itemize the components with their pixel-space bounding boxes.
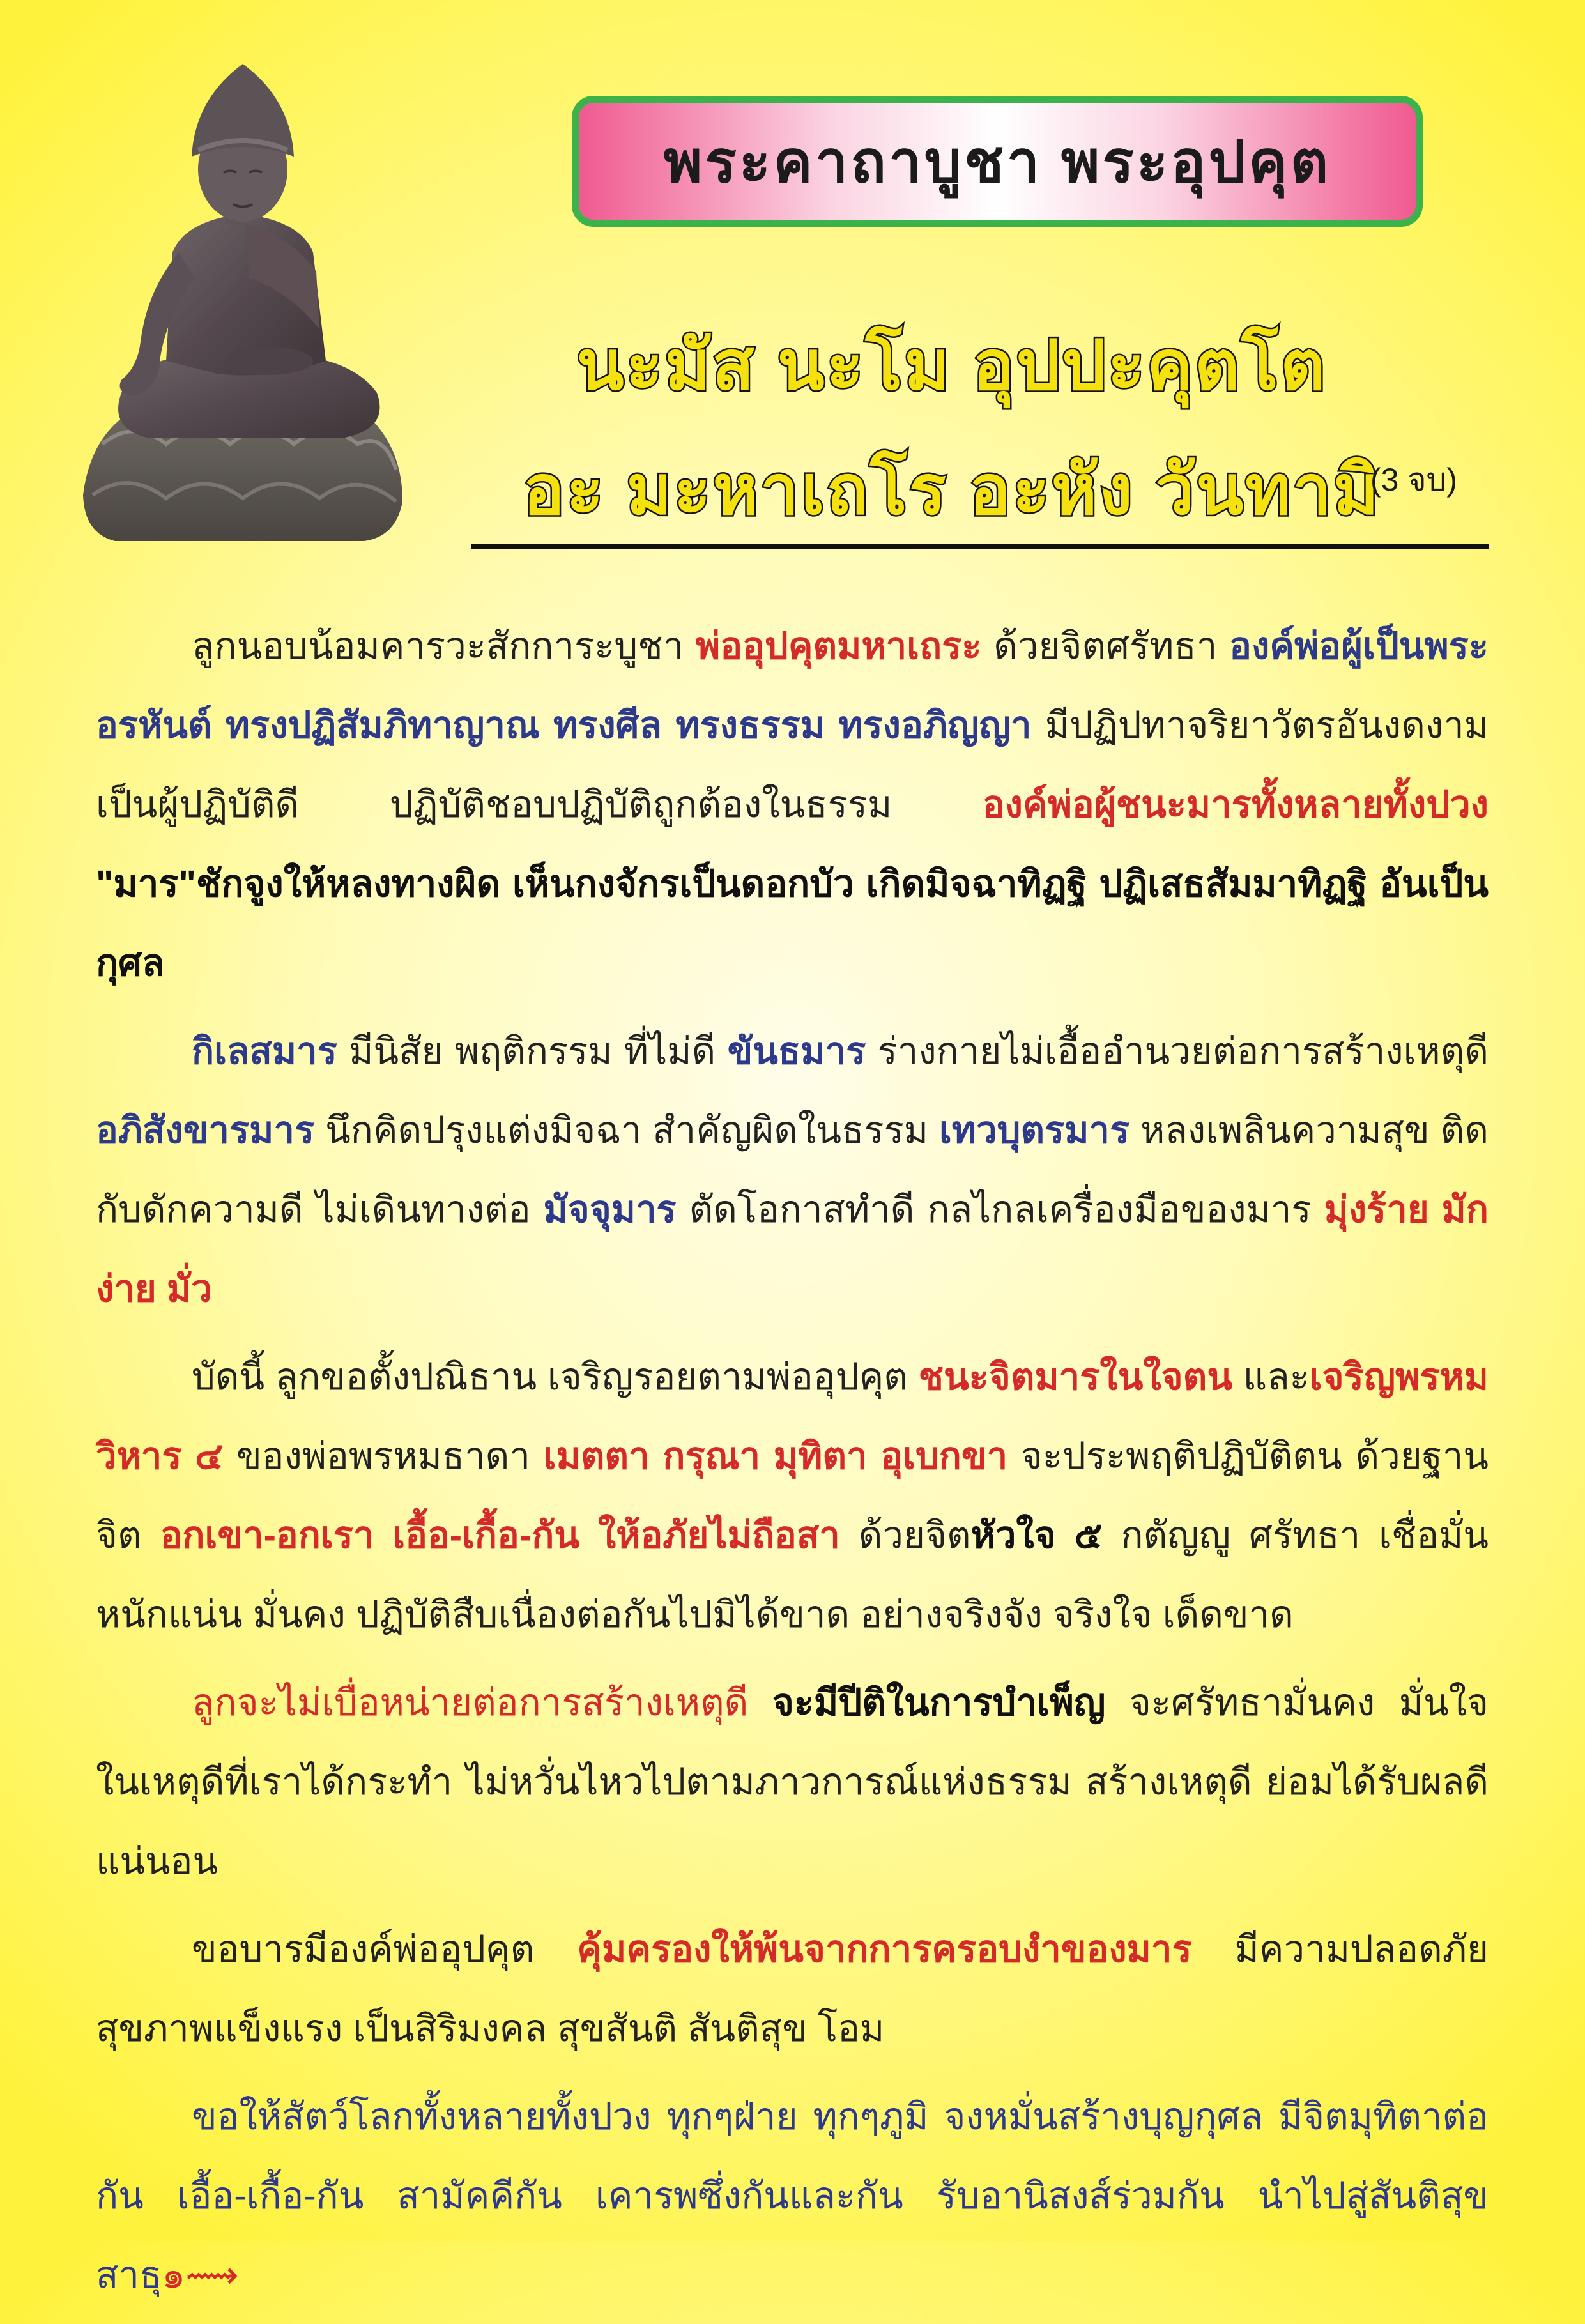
text-span: ขอบารมีองค์พ่ออุปคุต xyxy=(192,1929,578,1970)
body-text xyxy=(96,607,1489,2324)
paragraph-4 xyxy=(96,1663,1489,1901)
text-span: ลูกนอบน้อมคารวะสักการะบูชา xyxy=(192,625,696,667)
paragraph-5 xyxy=(96,1910,1489,2068)
text-span: หลงเพลินความสุข ติดกับดักความดี ไม่เดินทางต่อ xyxy=(96,1110,1489,1230)
highlight-red: มุ่งร้าย มักง่าย มั่ว xyxy=(96,1189,1489,1310)
highlight-red: อกเขา-อกเรา เอื้อ-เกื้อ-กัน ให้อภัยไม่ถือสา xyxy=(160,1515,840,1556)
paragraph-2 xyxy=(96,1012,1489,1329)
highlight-blue: อภิสังขารมาร xyxy=(96,1110,315,1151)
highlight-blue: เทวบุตรมาร xyxy=(938,1110,1130,1151)
paragraph-6 xyxy=(96,2077,1489,2315)
repeat-count-note: (3 จบ) xyxy=(1370,462,1458,498)
upagupta-statue-image xyxy=(77,61,409,546)
text-span: ด้วยจิต xyxy=(839,1515,971,1556)
highlight-red: เมตตา กรุณา มุทิตา อุเบกขา xyxy=(543,1435,1008,1477)
highlight-red: คุ้มครองให้พ้นจากการครอบงำของมาร xyxy=(577,1929,1192,1970)
highlight-blue: องค์พ่อผู้เป็นพระอรหันต์ ทรงปฏิสัมภิทาญาณ ทรงศีล ทรงธรรม ทรงอภิญญา xyxy=(96,625,1489,746)
highlight-blue: กิเลสมาร xyxy=(192,1030,337,1072)
text-span: ร่างกายไม่เอื้ออำนวยต่อการสร้างเหตุดี xyxy=(866,1030,1489,1072)
text-span: จะศรัทธามั่นคง มั่นใจในเหตุดีที่เราได้กระทำ ไม่หวั่นไหวไปตามภาวการณ์แห่งธรรม สร้างเหตุดี ย่อมได้รับผลดีแน่นอน xyxy=(96,1682,1489,1882)
text-span: จะประพฤติปฏิบัติตน ด้วยฐานจิต xyxy=(96,1435,1489,1556)
highlight-red: ชนะจิตมารในใจตน xyxy=(918,1356,1232,1398)
highlight-bold: "มาร"ชักจูงให้หลงทางผิด เห็นกงจักรเป็นดอกบัว เกิดมิจฉาทิฏฐิ ปฏิเสธสัมมาทิฏฐิ อันเป็นกุศล xyxy=(96,863,1489,984)
highlight-red: พ่ออุปคุตมหาเถระ xyxy=(696,625,982,667)
text-span: ตัดโอกาสทำดี กลไกลเครื่องมือของมาร xyxy=(676,1189,1324,1230)
text-span: นึกคิดปรุงแต่งมิจฉา สำคัญผิดในธรรม xyxy=(314,1110,939,1151)
ending-mark: ๑ xyxy=(162,2254,186,2296)
chant-line-2: อะ มะหาเถโร อะหัง วันทามิ xyxy=(523,451,1381,528)
highlight-blue: มัจจุมาร xyxy=(543,1189,677,1230)
text-span: ของพ่อพรหมธาดา xyxy=(223,1435,544,1477)
paragraph-3 xyxy=(96,1338,1489,1655)
title-banner xyxy=(572,96,1423,227)
text-span: และ xyxy=(1232,1356,1310,1398)
highlight-bold: จะมีปีติในการบำเพ็ญ xyxy=(748,1682,1106,1724)
highlight-bold: หัวใจ ๕ xyxy=(970,1515,1103,1556)
highlight-red: องค์พ่อผู้ชนะมารทั้งหลายทั้งปวง xyxy=(982,784,1489,825)
highlight-red-regular: ลูกจะไม่เบื่อหน่ายต่อการสร้างเหตุดี xyxy=(192,1682,749,1724)
text-span: ด้วยจิตศรัทธา xyxy=(981,625,1230,667)
paragraph-1 xyxy=(96,607,1489,1003)
text-span: บัดนี้ ลูกขอตั้งปณิธาน เจริญรอยตามพ่ออุปคุต xyxy=(192,1356,919,1398)
highlight-blue: ขันธมาร xyxy=(727,1030,866,1072)
divider-line xyxy=(471,544,1489,549)
page-title: พระคาถาบูชา พระอุปคุต xyxy=(663,130,1331,195)
chant-line-1: นะมัส นะโม อุปปะคุตโต xyxy=(576,326,1328,404)
text-span: มีปฏิปทาจริยาวัตรอันงดงาม เป็นผู้ปฏิบัติดี ปฏิบัติชอบปฏิบัติถูกต้องในธรรม xyxy=(96,705,1489,825)
ending-arrow: ⟿ xyxy=(185,2254,239,2296)
highlight-blue-regular: ขอให้สัตว์โลกทั้งหลายทั้งปวง ทุกๆฝ่าย ทุกๆภูมิ จงหมั่นสร้างบุญกุศล มีจิตมุทิตาต่อกัน เอื้อ-เกื้อ-กัน สามัคคีกัน เคารพซึ่งกันและกัน รับอานิสงส์ร่วมกัน นำไปสู่สันติสุข สาธุ xyxy=(96,2096,1489,2296)
text-span: มีนิสัย พฤติกรรม ที่ไม่ดี xyxy=(337,1030,728,1072)
highlight-red: เจริญพรหมวิหาร ๔ xyxy=(96,1356,1489,1477)
text-span: มีความปลอดภัย สุขภาพแข็งแรง เป็นสิริมงคล สุขสันติ สันติสุข โอม xyxy=(96,1929,1489,2049)
text-span: กตัญญู ศรัทธา เชื่อมั่น หนักแน่น มั่นคง ปฏิบัติสืบเนื่องต่อกันไปมิได้ขาด อย่างจริงจัง จริงใจ เด็ดขาด xyxy=(96,1515,1489,1635)
